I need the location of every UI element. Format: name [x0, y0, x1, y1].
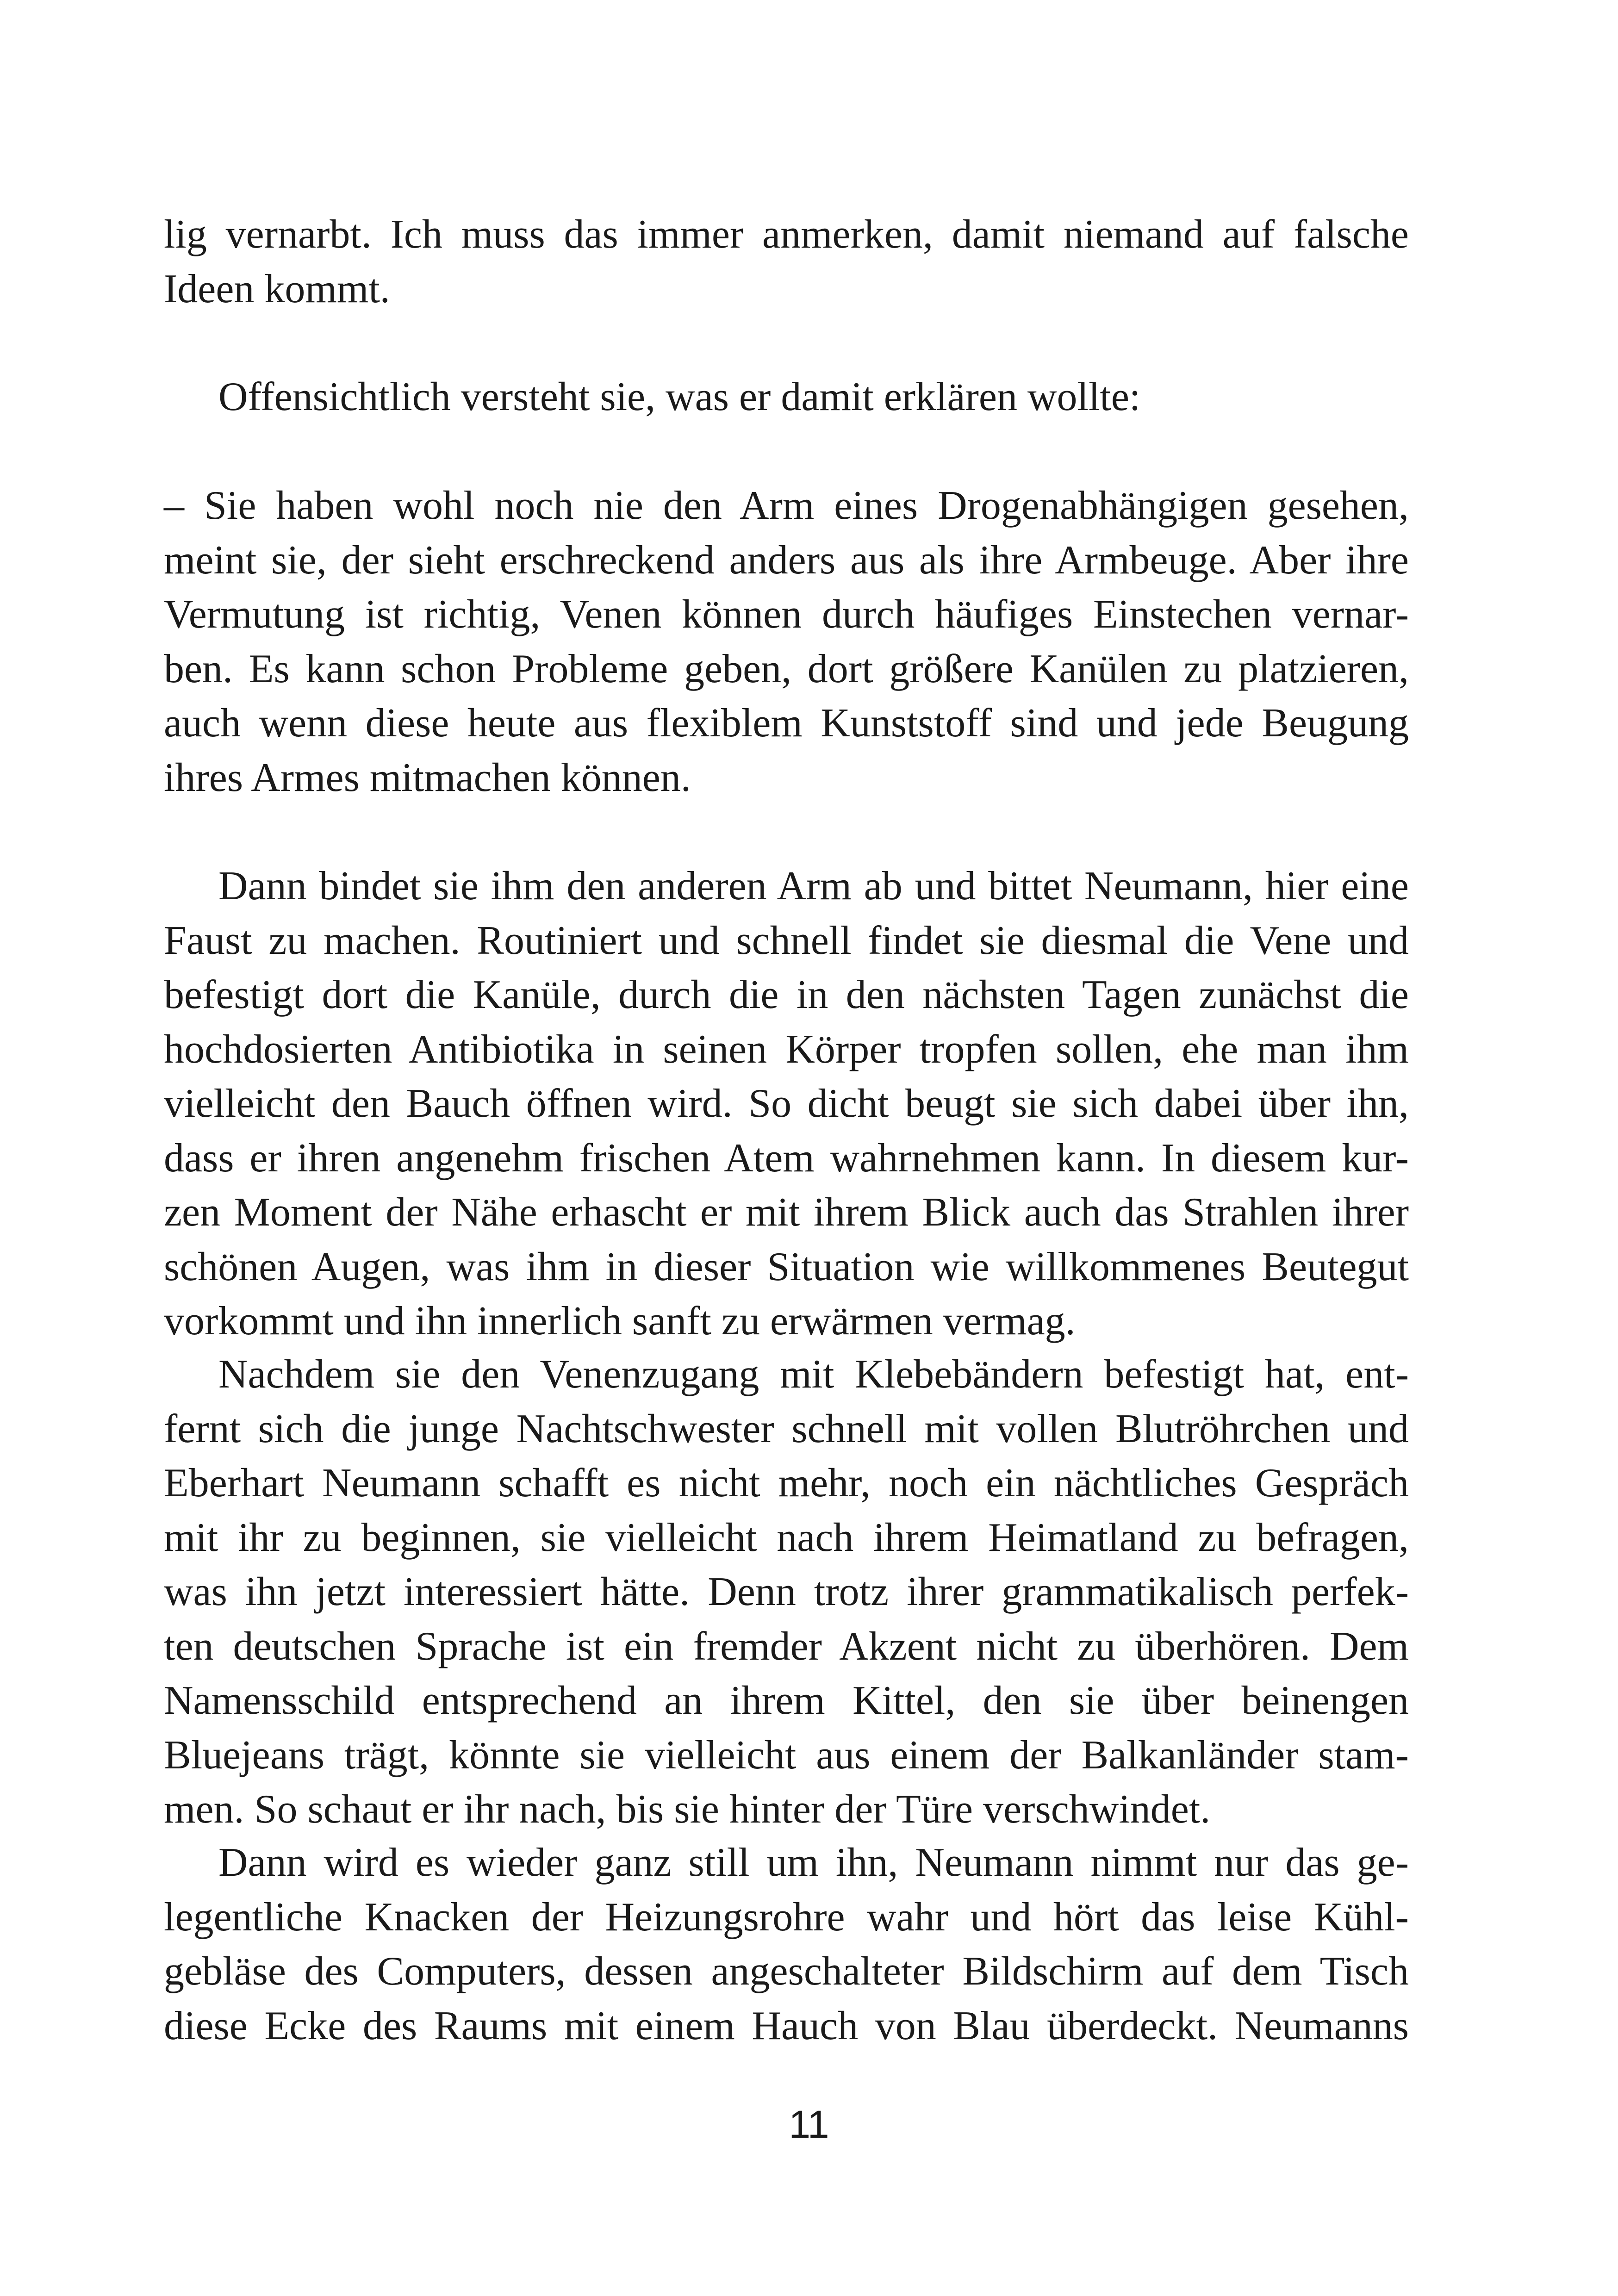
text-line: vorkommt und ihn innerlich sanft zu erwärmen vermag. [164, 1299, 1076, 1344]
text-line: was ihn jetzt interessiert hätte. Denn trotz ihrer grammatikalisch perfek- [164, 1569, 1409, 1614]
text-line: Bluejeans trägt, könnte sie vielleicht aus einem der Balkanländer stam- [164, 1732, 1409, 1778]
text-line: mit ihr zu beginnen, sie vielleicht nach ihrem Heimatland zu befragen, [164, 1515, 1409, 1560]
text-line: Nachdem sie den Venenzugang mit Klebebändern befestigt hat, ent- [218, 1352, 1409, 1397]
paragraph-5 [164, 1347, 1409, 1837]
text-line: Dann wird es wieder ganz still um ihn, Neumann nimmt nur das ge- [218, 1840, 1409, 1885]
text-line: diese Ecke des Raums mit einem Hauch von Blau überdeckt. Neumanns [164, 2003, 1409, 2048]
text-line: Offensichtlich versteht sie, was er damit erklären wollte: [218, 374, 1141, 419]
paragraph-3-dialogue [164, 479, 1409, 805]
text-line: men. So schaut er ihr nach, bis sie hinter der Türe verschwindet. [164, 1787, 1211, 1832]
paragraph-4 [164, 859, 1409, 1349]
text-line: ben. Es kann schon Probleme geben, dort größere Kanülen zu platzieren, [164, 646, 1409, 691]
text-line: auch wenn diese heute aus flexiblem Kunststoff sind und jede Beugung [164, 701, 1409, 746]
page-number: 11 [789, 2103, 829, 2146]
paragraph-1 [164, 207, 1409, 316]
text-line: legentliche Knacken der Heizungsrohre wahr und hört das leise Kühl- [164, 1894, 1409, 1940]
paragraph-2 [164, 370, 1409, 424]
text-line: ihres Armes mitmachen können. [164, 755, 691, 800]
text-line: dass er ihren angenehm frischen Atem wahrnehmen kann. In diesem kur- [164, 1135, 1409, 1181]
text-line: fernt sich die junge Nachtschwester schnell mit vollen Blutröhrchen und [164, 1406, 1409, 1451]
text-line: schönen Augen, was ihm in dieser Situation wie willkommenes Beutegut [164, 1244, 1409, 1289]
text-line: Eberhart Neumann schafft es nicht mehr, noch ein nächtliches Gespräch [164, 1461, 1409, 1506]
text-line: hochdosierten Antibiotika in seinen Körper tropfen sollen, ehe man ihm [164, 1027, 1409, 1072]
text-line: vielleicht den Bauch öffnen wird. So dicht beugt sie sich dabei über ihn, [164, 1081, 1409, 1126]
paragraph-6 [164, 1836, 1409, 2053]
text-line: ten deutschen Sprache ist ein fremder Akzent nicht zu überhören. Dem [164, 1624, 1409, 1669]
text-line: lig vernarbt. Ich muss das immer anmerken, damit niemand auf falsche [164, 212, 1409, 257]
text-line: – Sie haben wohl noch nie den Arm eines Drogenabhängigen gesehen, [164, 483, 1409, 528]
text-line: Ideen kommt. [164, 266, 390, 311]
text-line: zen Moment der Nähe erhascht er mit ihrem Blick auch das Strahlen ihrer [164, 1190, 1409, 1235]
text-line: befestigt dort die Kanüle, durch die in den nächsten Tagen zunächst die [164, 972, 1409, 1017]
text-line: Dann bindet sie ihm den anderen Arm ab und bittet Neumann, hier eine [218, 864, 1409, 908]
text-line: Namensschild entsprechend an ihrem Kittel, den sie über beinengen [164, 1678, 1409, 1723]
text-line: Vermutung ist richtig, Venen können durch häufiges Einstechen vernar- [164, 592, 1409, 637]
text-line: meint sie, der sieht erschreckend anders aus als ihre Armbeuge. Aber ihre [164, 537, 1409, 583]
text-line: Faust zu machen. Routiniert und schnell findet sie diesmal die Vene und [164, 918, 1409, 963]
text-line: gebläse des Computers, dessen angeschalteter Bildschirm auf dem Tisch [164, 1949, 1409, 1994]
